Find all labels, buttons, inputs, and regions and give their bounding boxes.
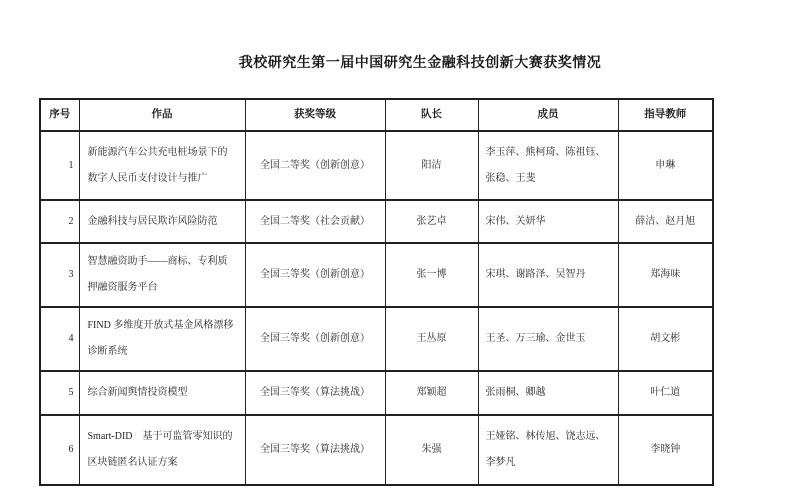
column-header-index: 序号	[40, 99, 79, 131]
cell-no: 5	[40, 371, 79, 415]
cell-work: 金融科技与居民欺诈风险防范	[79, 200, 245, 243]
cell-members: 王圣、万三瑜、金世玉	[478, 307, 618, 371]
column-header-members: 成员	[478, 99, 618, 131]
cell-no: 6	[40, 415, 79, 485]
cell-advisor: 郑海味	[618, 243, 713, 307]
cell-work: 新能源汽车公共充电桩场景下的数字人民币支付设计与推广	[79, 131, 245, 200]
cell-award: 全国三等奖（创新创意）	[245, 307, 385, 371]
cell-award: 全国三等奖（算法挑战）	[245, 371, 385, 415]
table-row	[40, 243, 713, 307]
cell-members: 李玉萍、熊柯琦、陈祖钰、张稳、王斐	[478, 131, 618, 200]
cell-award: 全国二等奖（创新创意）	[245, 131, 385, 200]
column-header-work: 作品	[79, 99, 245, 131]
cell-captain: 阳洁	[385, 131, 478, 200]
cell-work: Smart-DID 基于可监管零知识的区块链匿名认证方案	[79, 415, 245, 485]
cell-members: 宋琪、谢路泽、吴智丹	[478, 243, 618, 307]
cell-captain: 郑颖超	[385, 371, 478, 415]
cell-no: 4	[40, 307, 79, 371]
cell-members: 宋伟、关妍华	[478, 200, 618, 243]
cell-award: 全国二等奖（社会贡献）	[245, 200, 385, 243]
cell-work: 综合新闻舆情投资模型	[79, 371, 245, 415]
table-row	[40, 307, 713, 371]
cell-members: 张雨桐、卿越	[478, 371, 618, 415]
table-row	[40, 131, 713, 200]
cell-advisor: 叶仁道	[618, 371, 713, 415]
table-header-row	[40, 99, 713, 131]
cell-advisor: 申琳	[618, 131, 713, 200]
cell-no: 2	[40, 200, 79, 243]
page-title: 我校研究生第一届中国研究生金融科技创新大赛获奖情况	[238, 56, 602, 71]
table-body	[40, 131, 713, 485]
cell-work: 智慧融资助手——商标、专利质押融资服务平台	[79, 243, 245, 307]
awards-table	[39, 98, 714, 486]
column-header-advisor: 指导教师	[618, 99, 713, 131]
cell-work: FIND 多维度开放式基金风格漂移诊断系统	[79, 307, 245, 371]
table-row	[40, 415, 713, 485]
cell-captain: 王丛原	[385, 307, 478, 371]
cell-captain: 张艺卓	[385, 200, 478, 243]
cell-advisor: 薛洁、赵月旭	[618, 200, 713, 243]
column-header-award-level: 获奖等级	[245, 99, 385, 131]
table-row	[40, 200, 713, 243]
cell-captain: 朱强	[385, 415, 478, 485]
cell-captain: 张一博	[385, 243, 478, 307]
cell-award: 全国三等奖（算法挑战）	[245, 415, 385, 485]
cell-no: 3	[40, 243, 79, 307]
cell-no: 1	[40, 131, 79, 200]
cell-advisor: 胡文彬	[618, 307, 713, 371]
column-header-captain: 队长	[385, 99, 478, 131]
cell-members: 王娅铭、林传旭、饶志远、李梦凡	[478, 415, 618, 485]
cell-advisor: 李晓钟	[618, 415, 713, 485]
cell-award: 全国三等奖（创新创意）	[245, 243, 385, 307]
table-row	[40, 371, 713, 415]
